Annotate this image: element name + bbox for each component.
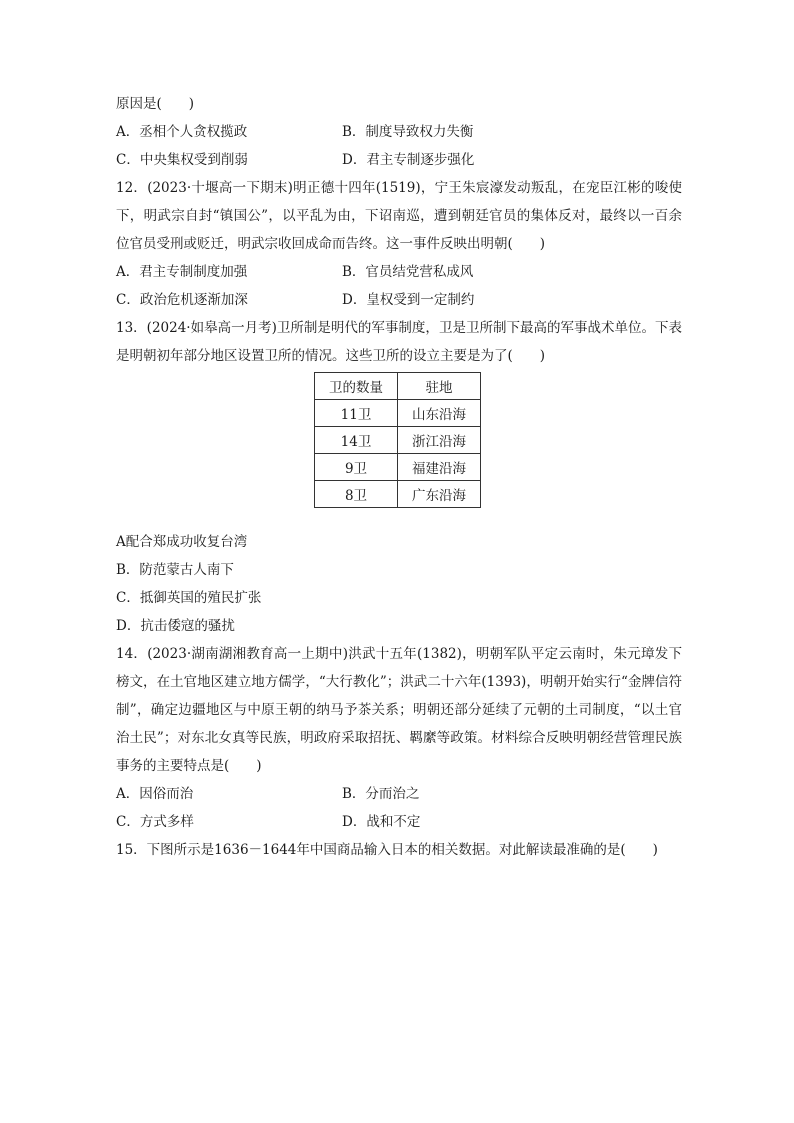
q13-option-a: A配合郑成功收复台湾 (116, 534, 248, 550)
spacer (116, 518, 682, 528)
table-cell-location: 广东沿海 (398, 481, 481, 508)
weisuo-table (314, 372, 481, 508)
q15-stem: 15．下图所示是1636－1644年中国商品输入日本的相关数据。对此解读最准确的是( ) (116, 842, 658, 858)
q13-stem: 13．(2024·如皋高一月考)卫所制是明代的军事制度，卫是卫所制下最高的军事战术单位。下表是明朝初年部分地区设置卫所的情况。这些卫所的设立主要是为了( ) (116, 320, 682, 364)
table-cell-count: 8卫 (315, 481, 398, 508)
q11-option-a: A．丞相个人贪权揽政 (116, 124, 248, 140)
table-cell-count: 11卫 (315, 400, 398, 427)
q12-option-b: B．官员结党营私成风 (342, 264, 474, 280)
table-cell-location: 山东沿海 (398, 400, 481, 427)
q12-options-row-2 (116, 286, 682, 314)
q11-option-b: B．制度导致权力失衡 (342, 124, 474, 140)
exam-page (116, 90, 682, 864)
q12-stem: 12．(2023·十堰高一下期末)明正德十四年(1519)，宁王朱宸濠发动叛乱，在宠臣江彬的唆使下，明武宗自封“镇国公”，以平乱为由，下诏南巡，遭到朝廷官员的集体反对，最终以一百余位官员受刑或贬迁，明武宗收回成命而告终。这一事件反映出明朝( ) (116, 180, 682, 252)
q13-option-b: B．防范蒙古人南下 (116, 562, 234, 578)
q12-option-d: D．皇权受到一定制约 (342, 292, 475, 308)
q14-stem: 14．(2023·湖南湖湘教育高一上期中)洪武十五年(1382)，明朝军队平定云南时，朱元璋发下榜文，在土官地区建立地方儒学，“大行教化”；洪武二十六年(1393)，明朝开始实行“金牌信符制”，确定边疆地区与中原王朝的纳马予茶关系；明朝还部分延续了元朝的土司制度，“以土官治土民”；对东北女真等民族，明政府采取招抚、羁縻等政策。材料综合反映明朝经营管理民族事务的主要特点是( ) (116, 646, 682, 774)
table-header-count: 卫的数量 (315, 373, 398, 400)
q14-option-b: B．分而治之 (342, 786, 420, 802)
table-cell-count: 9卫 (315, 454, 398, 481)
q11-options-row-1 (116, 118, 682, 146)
q11-options-row-2 (116, 146, 682, 174)
table-header-row (315, 373, 481, 400)
q14-option-c: C．方式多样 (116, 814, 194, 830)
q14-option-d: D．战和不定 (342, 814, 421, 830)
table-cell-location: 福建沿海 (398, 454, 481, 481)
table-row (315, 427, 481, 454)
table-cell-location: 浙江沿海 (398, 427, 481, 454)
q12-options-row-1 (116, 258, 682, 286)
q14-option-a: A．因俗而治 (116, 786, 194, 802)
q13-option-c: C．抵御英国的殖民扩张 (116, 590, 262, 606)
q11-stem-tail: 原因是( ) (116, 96, 195, 112)
q13-option-d: D．抗击倭寇的骚扰 (116, 618, 235, 634)
table-row (315, 481, 481, 508)
q11-option-c: C．中央集权受到削弱 (116, 152, 248, 168)
table-row (315, 454, 481, 481)
table-row (315, 400, 481, 427)
q11-option-d: D．君主专制逐步强化 (342, 152, 475, 168)
table-header-location: 驻地 (398, 373, 481, 400)
q14-options-row-2 (116, 808, 682, 836)
q12-option-a: A．君主专制制度加强 (116, 264, 248, 280)
table-cell-count: 14卫 (315, 427, 398, 454)
q12-option-c: C．政治危机逐渐加深 (116, 292, 248, 308)
q14-options-row-1 (116, 780, 682, 808)
